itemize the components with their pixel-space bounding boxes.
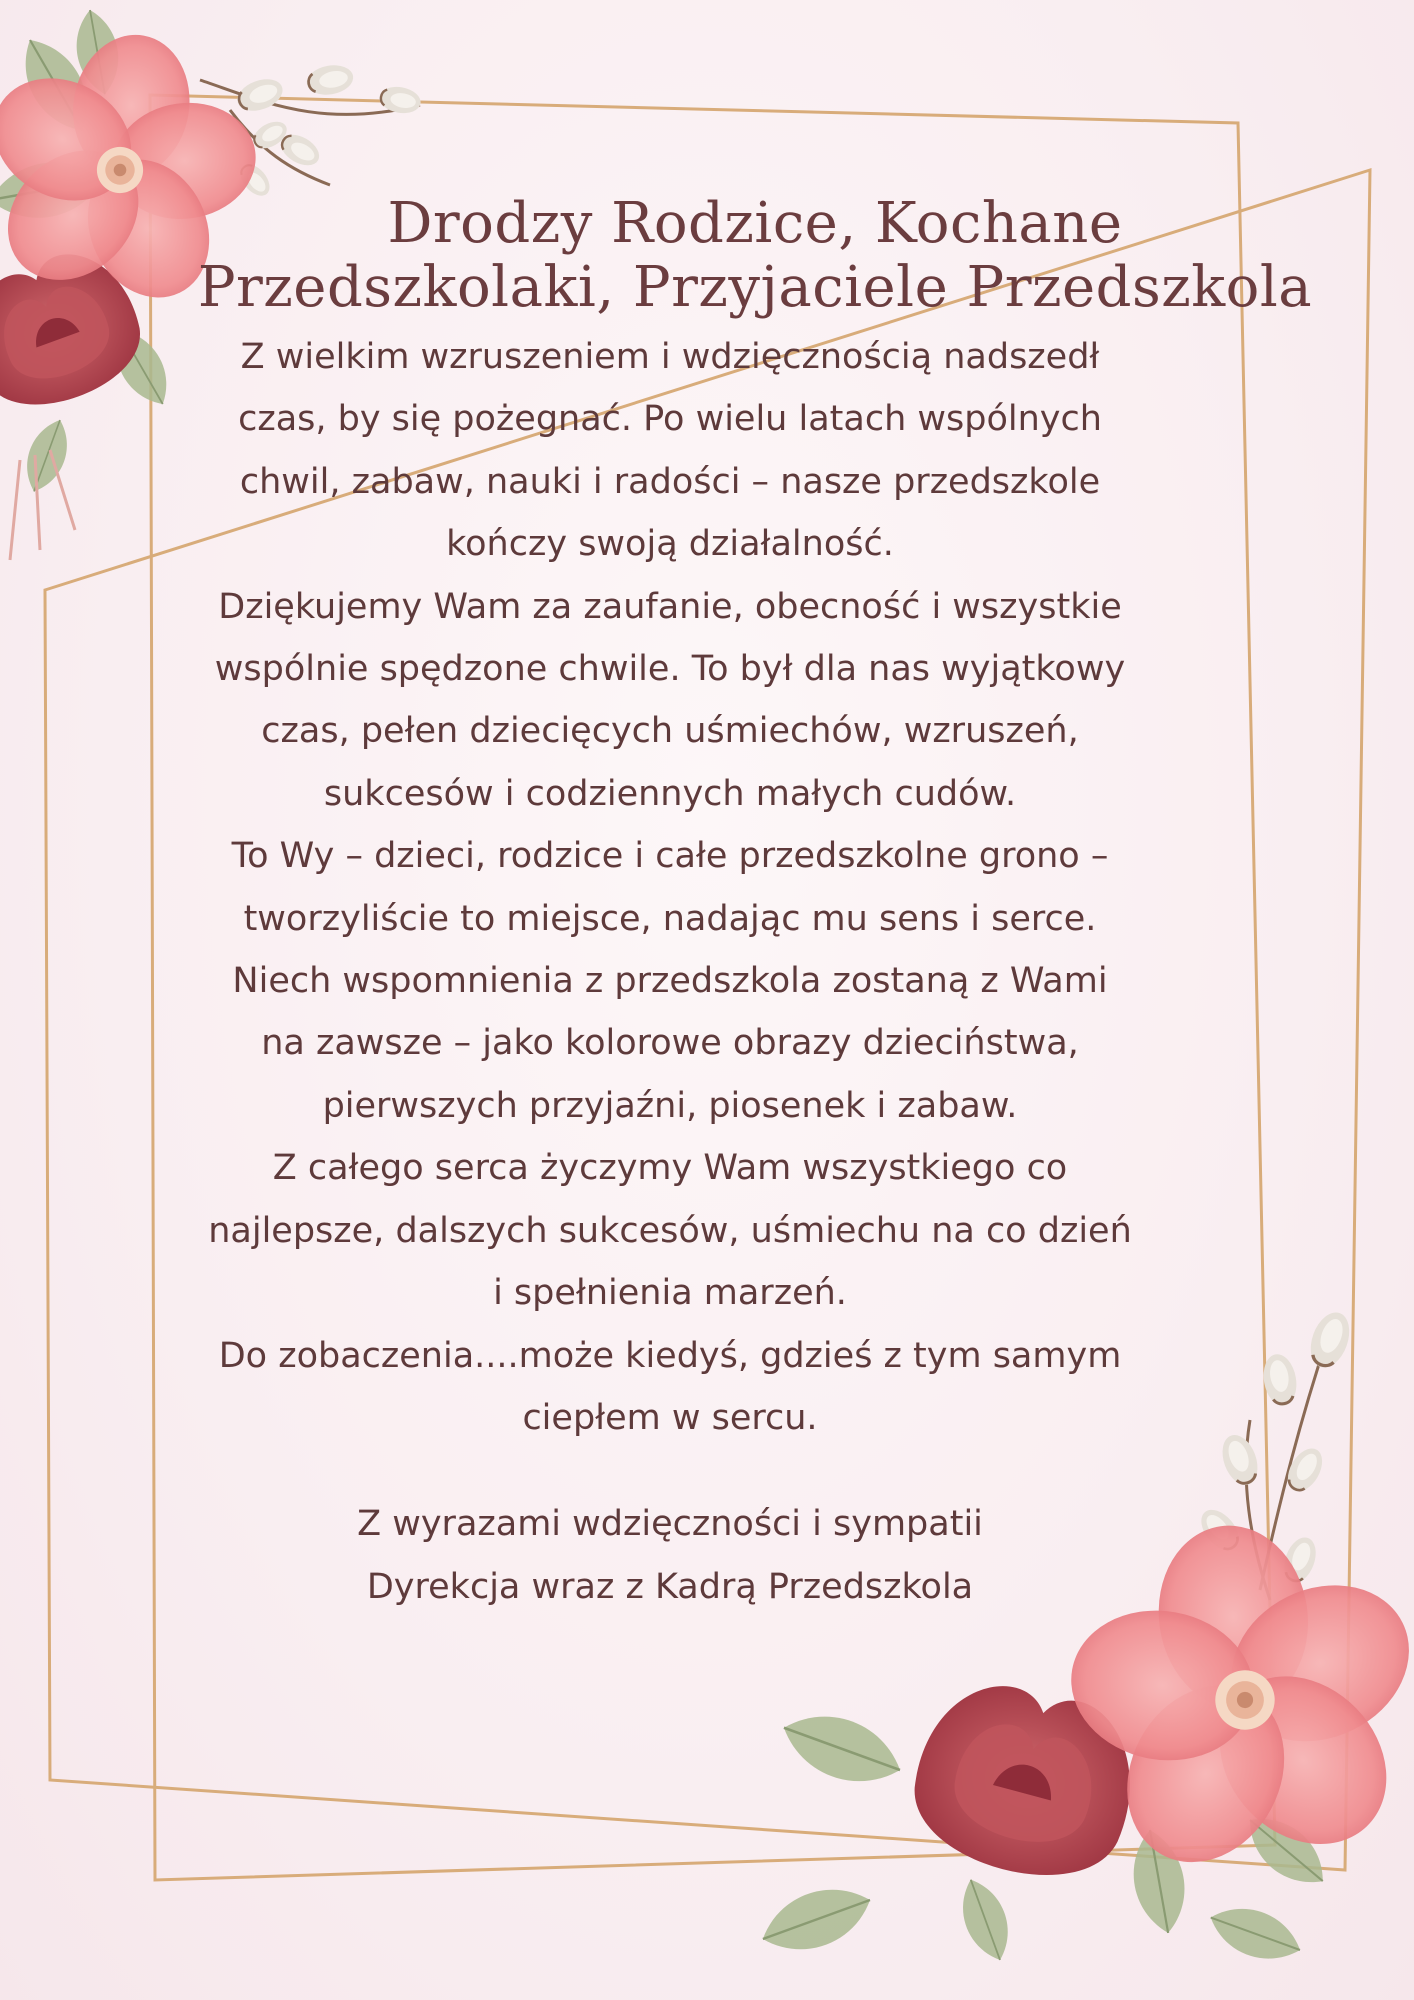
body-line: tworzyliście to miejsce, nadając mu sens i serce. — [243, 898, 1097, 939]
body-line: ciepłem w sercu. — [522, 1397, 818, 1438]
body-line: kończy swoją działalność. — [446, 524, 894, 565]
letter-title — [190, 192, 1320, 320]
body-line: sukcesów i codziennych małych cudów. — [323, 773, 1017, 814]
signature-spacer — [145, 1449, 1195, 1493]
body-line: wspólnie spędzone chwile. To był dla nas wyjątkowy — [214, 649, 1126, 690]
body-line: To Wy – dzieci, rodzice i całe przedszkolne grono – — [231, 836, 1109, 877]
body-line: chwil, zabaw, nauki i radości – nasze przedszkole — [239, 461, 1101, 502]
body-line: Z całego serca życzymy Wam wszystkiego co — [272, 1148, 1068, 1189]
body-line: Do zobaczenia....może kiedyś, gdzieś z tym samym — [218, 1335, 1122, 1376]
body-line: Niech wspomnienia z przedszkola zostaną z Wami — [232, 961, 1108, 1002]
letter-title-line: Drodzy Rodzice, Kochane — [387, 191, 1123, 256]
body-line: i spełnienia marzeń. — [493, 1273, 847, 1314]
body-line: pierwszych przyjaźni, piosenek i zabaw. — [322, 1085, 1018, 1126]
body-line: czas, pełen dziecięcych uśmiechów, wzruszeń, — [261, 711, 1079, 752]
body-line: najlepsze, dalszych sukcesów, uśmiechu na co dzień — [208, 1210, 1132, 1251]
letter-content — [190, 192, 1320, 1618]
letter-title-line: Przedszkolaki, Przyjaciele Przedszkola — [197, 255, 1313, 320]
body-line: Z wielkim wzruszeniem i wdzięcznością nadszedł — [240, 337, 1100, 377]
letter-body — [145, 326, 1195, 1618]
body-line: Dziękujemy Wam za zaufanie, obecność i wszystkie — [218, 586, 1122, 627]
signature-line: Dyrekcja wraz z Kadrą Przedszkola — [366, 1566, 974, 1607]
body-line: czas, by się pożegnać. Po wielu latach wspólnych — [238, 399, 1102, 440]
body-line: na zawsze – jako kolorowe obrazy dzieciństwa, — [261, 1023, 1079, 1064]
signature-line: Z wyrazami wdzięczności i sympatii — [357, 1504, 983, 1545]
